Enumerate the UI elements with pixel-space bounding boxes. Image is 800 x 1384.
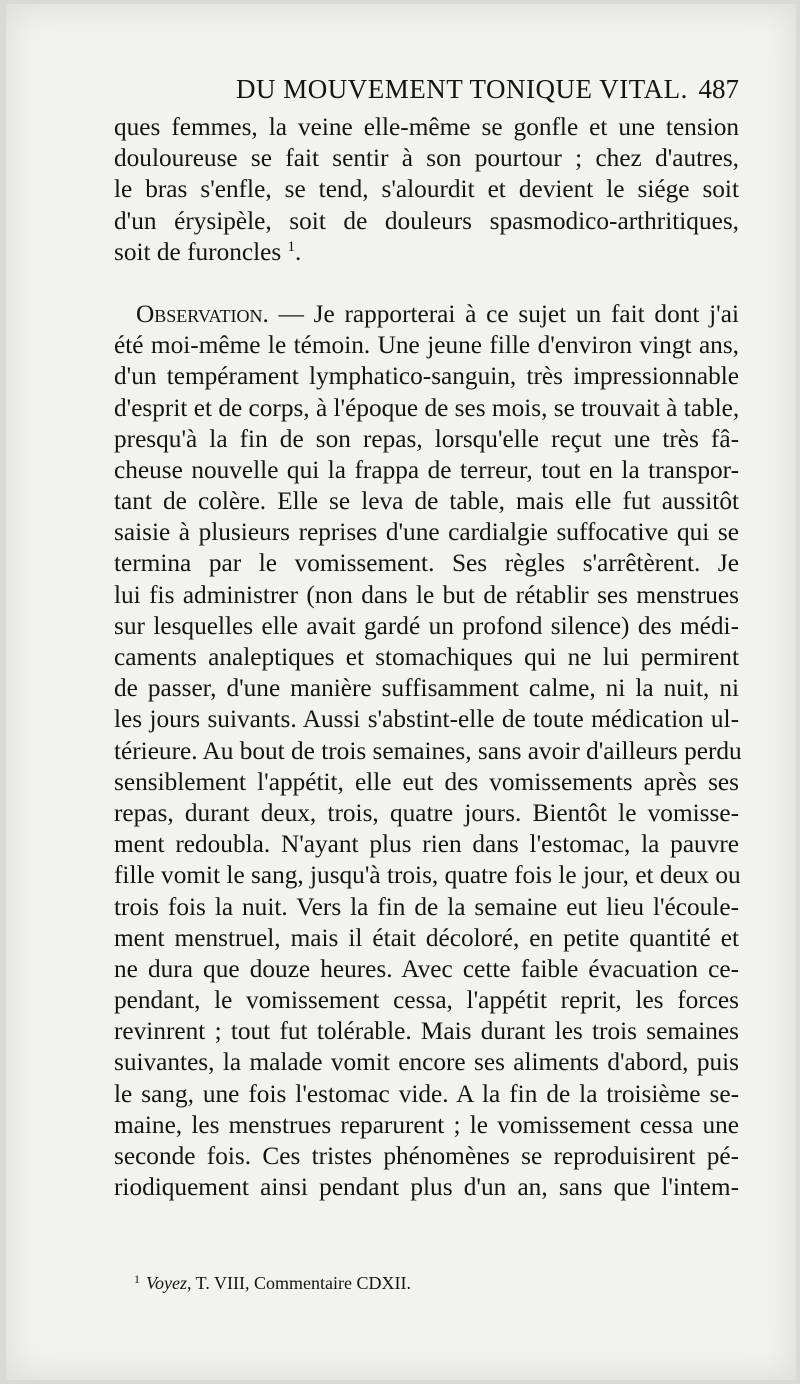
page-number: 487 xyxy=(698,74,739,104)
observation-lines xyxy=(114,330,742,1203)
paragraph-1 xyxy=(114,112,739,268)
footnote-reference: 1 xyxy=(287,238,296,255)
text-line: termina par le vomissement. Ses règles s'arrêtèrent. Je xyxy=(114,549,739,578)
footnote-text: , T. VIII, Commentaire CDXII. xyxy=(186,1273,411,1293)
text-line xyxy=(114,299,739,330)
text-line: été moi-même le témoin. Une jeune fille d'environ vingt ans, xyxy=(114,331,739,360)
text-line: les jours suivants. Aussi s'abstint-elle de toute médication ul- xyxy=(114,705,739,734)
observation-paragraph xyxy=(114,299,742,1203)
text-line: revinrent ; tout fut tolérable. Mais durant les trois semaines xyxy=(114,1017,739,1046)
text-line: d'esprit et de corps, à l'époque de ses mois, se trouvait à table, xyxy=(114,393,740,422)
text-line: pendant, le vomissement cessa, l'appétit reprit, les forces xyxy=(114,986,739,1015)
text-line: d'un érysipèle, soit de douleurs spasmodico-arthritiques, xyxy=(114,206,739,235)
observation-label: Observation. xyxy=(136,299,269,328)
text-line: ne dura que douze heures. Avec cette faible évacuation ce- xyxy=(114,954,739,983)
text-line: seconde fois. Ces tristes phénomènes se reproduisirent pé- xyxy=(114,1142,739,1170)
text-line xyxy=(114,237,739,268)
text-line: le bras s'enfle, se tend, s'alourdit et devient le siége soit xyxy=(114,175,739,204)
footnote-mark: 1 xyxy=(134,1272,140,1286)
running-title: DU MOUVEMENT TONIQUE VITAL. xyxy=(236,74,688,104)
text-line: tant de colère. Elle se leva de table, mais elle fut aussitôt xyxy=(114,487,739,516)
paragraph-gap xyxy=(114,268,739,299)
text-line: presqu'à la fin de son repas, lorsqu'elle reçut une très fâ- xyxy=(114,424,739,453)
text-line: ques femmes, la veine elle-même se gonfle et une tension xyxy=(114,113,739,141)
text-line: d'un tempérament lymphatico-sanguin, très impressionnable xyxy=(114,362,739,391)
page-header xyxy=(114,74,739,110)
text-line: lui fis administrer (non dans le but de rétablir ses menstrues xyxy=(114,580,739,609)
text-line: douloureuse se fait sentir à son pourtour ; chez d'autres, xyxy=(114,144,739,173)
text-line: maine, les menstrues reparurent ; le vomissement cessa une xyxy=(114,1110,739,1139)
book-page xyxy=(6,4,796,1380)
text-line: caments analeptiques et stomachiques qui ne lui permirent xyxy=(114,643,739,671)
text-line: le sang, une fois l'estomac vide. A la fin de la troisième se- xyxy=(114,1079,739,1108)
text-line: trois fois la nuit. Vers la fin de la semaine eut lieu l'écoule- xyxy=(114,892,739,921)
text-fragment: soit de furoncles xyxy=(114,237,282,266)
text-line: riodiquement ainsi pendant plus d'un an, sans que l'intem- xyxy=(114,1173,739,1202)
text-line: cheuse nouvelle qui la frappa de terreur, tout en la transpor- xyxy=(114,455,739,484)
text-line: suivantes, la malade vomit encore ses aliments d'abord, puis xyxy=(114,1048,739,1077)
footnote-voyez: Voyez xyxy=(146,1273,187,1293)
text-line: repas, durant deux, trois, quatre jours. Bientôt le vomisse- xyxy=(114,798,739,827)
text-line: sensiblement l'appétit, elle eut des vomissements après ses xyxy=(114,767,739,796)
text-fragment: — Je rapporterai à ce sujet un fait dont j'ai xyxy=(268,299,739,328)
text-line: térieure. Au bout de trois semaines, sans avoir d'ailleurs perdu xyxy=(114,736,742,765)
body-text xyxy=(114,112,742,1203)
text-line: ment menstruel, mais il était décoloré, en petite quantité et xyxy=(114,923,739,952)
text-line: fille vomit le sang, jusqu'à trois, quatre fois le jour, et deux ou xyxy=(114,861,741,890)
text-line: ment redoubla. N'ayant plus rien dans l'estomac, la pauvre xyxy=(114,830,739,859)
footnote xyxy=(134,1272,411,1294)
text-line: saisie à plusieurs reprises d'une cardialgie suffocative qui se xyxy=(114,518,739,547)
text-fragment: . xyxy=(295,237,302,266)
text-line: de passer, d'une manière suffisamment calme, ni la nuit, ni xyxy=(114,674,739,703)
text-line: sur lesquelles elle avait gardé un profond silence) des médi- xyxy=(114,611,739,640)
